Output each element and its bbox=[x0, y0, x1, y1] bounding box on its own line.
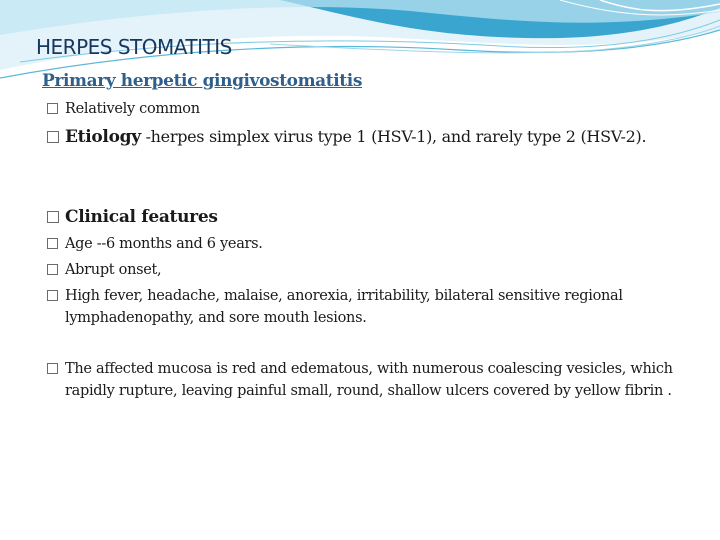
bullet-text: The affected mucosa is red and edematous, with numerous coalescing vesicles, which rapidly rupture, leaving painful small, round, shallow ulcers covered by yellow fibrin . bbox=[65, 361, 673, 399]
bullet-box-icon bbox=[47, 131, 59, 143]
bullet-text: High fever, headache, malaise, anorexia, irritability, bilateral sensitive regional lymphadenopathy, and sore mouth lesions. bbox=[65, 288, 623, 326]
bullet-box-icon bbox=[47, 363, 58, 374]
bullet-box-icon bbox=[47, 264, 58, 275]
bullet-abrupt-onset bbox=[47, 259, 647, 281]
bullet-lead: Etiology bbox=[65, 127, 141, 147]
bullet-text bbox=[65, 125, 687, 149]
bullet-body: -herpes simplex virus type 1 (HSV-1), and rarely type 2 (HSV-2). bbox=[140, 127, 647, 146]
bullet-clinical-features bbox=[47, 205, 647, 229]
bullet-text: Relatively common bbox=[65, 101, 200, 117]
bullet-relatively-common bbox=[47, 98, 647, 120]
bullet-box-icon bbox=[47, 103, 58, 114]
bullet-lead: Clinical features bbox=[65, 207, 218, 227]
bullet-text: Abrupt onset, bbox=[65, 262, 162, 278]
bullet-text: Age --6 months and 6 years. bbox=[65, 236, 263, 252]
bullet-box-icon bbox=[47, 290, 58, 301]
bullet-box-icon bbox=[47, 238, 58, 249]
slide-title: HERPES STOMATITIS bbox=[36, 35, 232, 59]
bullet-mucosa bbox=[47, 358, 679, 402]
bullet-etiology bbox=[47, 125, 687, 149]
bullet-box-icon bbox=[47, 211, 59, 223]
bullet-age bbox=[47, 233, 647, 255]
slide-subtitle: Primary herpetic gingivostomatitis bbox=[42, 71, 362, 91]
bullet-symptoms bbox=[47, 285, 679, 329]
